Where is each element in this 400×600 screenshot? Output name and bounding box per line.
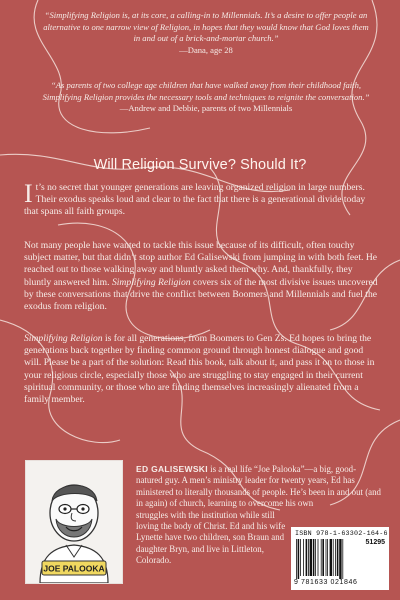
- isbn-number: ISBN 978-1-63302-164-6: [295, 530, 388, 538]
- paragraph-text: t’s no secret that younger generations are leaving organized religion in large numbers. Their exodus speaks loud and clear to the fact that there is a generational divide today that spans all faith groups.: [24, 182, 366, 218]
- isbn-barcode: [291, 527, 389, 590]
- author-caricature-image: [25, 460, 123, 584]
- back-cover-heading: Will Religion Survive? Should It?: [93, 157, 307, 173]
- quote-text: “Simplifying Religion is, at its core, a calling-in to Millennials. It’s a desire to offer people an alternative to one narrow view of Religion, in hopes that they would know that God loves them in and out of a brick-and-mortar church.”: [43, 10, 369, 44]
- paragraph-text: covers six of the most divisive issues uncovered by these conversations that drive the conflict between Boomers and Millennials and fuel the exodus from religion.: [24, 276, 378, 313]
- bio-text-continued: struggles with the institution while still loving the body of Christ. Ed and his wife Lynette have two children, son Braun and daughter Bryn, and live in Littleton, Colorado.: [136, 509, 286, 566]
- book-title-inline: Simplifying Religion: [24, 333, 103, 344]
- shirt-text: JOE PALOOKA: [43, 563, 105, 574]
- bio-text: is a real life “Joe Palooka”—a big, good-natured guy. A men’s ministry leader for twenty years, Ed has ministered to literally thousands of people. He’s been in and out (and in again) of church, learning to overcome his own: [136, 464, 381, 509]
- ean-digits: 9 781633 021846: [294, 579, 358, 586]
- paragraph-text: is for all generations, from Boomers to Gen Zs. Ed hopes to bring the generations back together by finding common ground through honest dialogue and good will. Please be a part of the solution: Read this book, talk about it, and pass it on to those in your religious circle, especially those who are struggling to stay engaged in their current spiritual community, or those who are finding themselves increasingly alienated from a family member.: [24, 333, 375, 406]
- author-name: ED GALISEWSKI: [136, 464, 208, 474]
- quote-attribution: —Dana, age 28: [179, 44, 233, 55]
- price-code: 51295: [365, 539, 385, 546]
- quote-attribution: —Andrew and Debbie, parents of two Millennials: [119, 103, 293, 114]
- testimonial-quote-parents: [42, 80, 370, 115]
- paragraph-author-approach: [24, 240, 380, 313]
- barcode-bars-icon: [295, 539, 361, 579]
- paragraph-text: Not many people have wanted to tackle this issue because of its difficult, often touchy subject matter, but that didn’t stop author Ed Galisewski from jumping in with both feet. He reached out to those walking away and bluntly asked them why. And, thankfully, they bluntly answered him.: [24, 240, 378, 288]
- book-title-inline: Simplifying Religion: [111, 276, 191, 288]
- paragraph-intro: [24, 179, 380, 219]
- testimonial-quote-dana: [42, 10, 370, 56]
- author-caricature-icon: [26, 461, 122, 583]
- drop-cap: I: [24, 179, 33, 208]
- paragraph-call-to-action: [24, 333, 380, 406]
- quote-text: “As parents of two college age children that have walked away from their childhood faith, Simplifying Religion provides the necessary tools and techniques to reignite the conversation.”: [42, 80, 370, 102]
